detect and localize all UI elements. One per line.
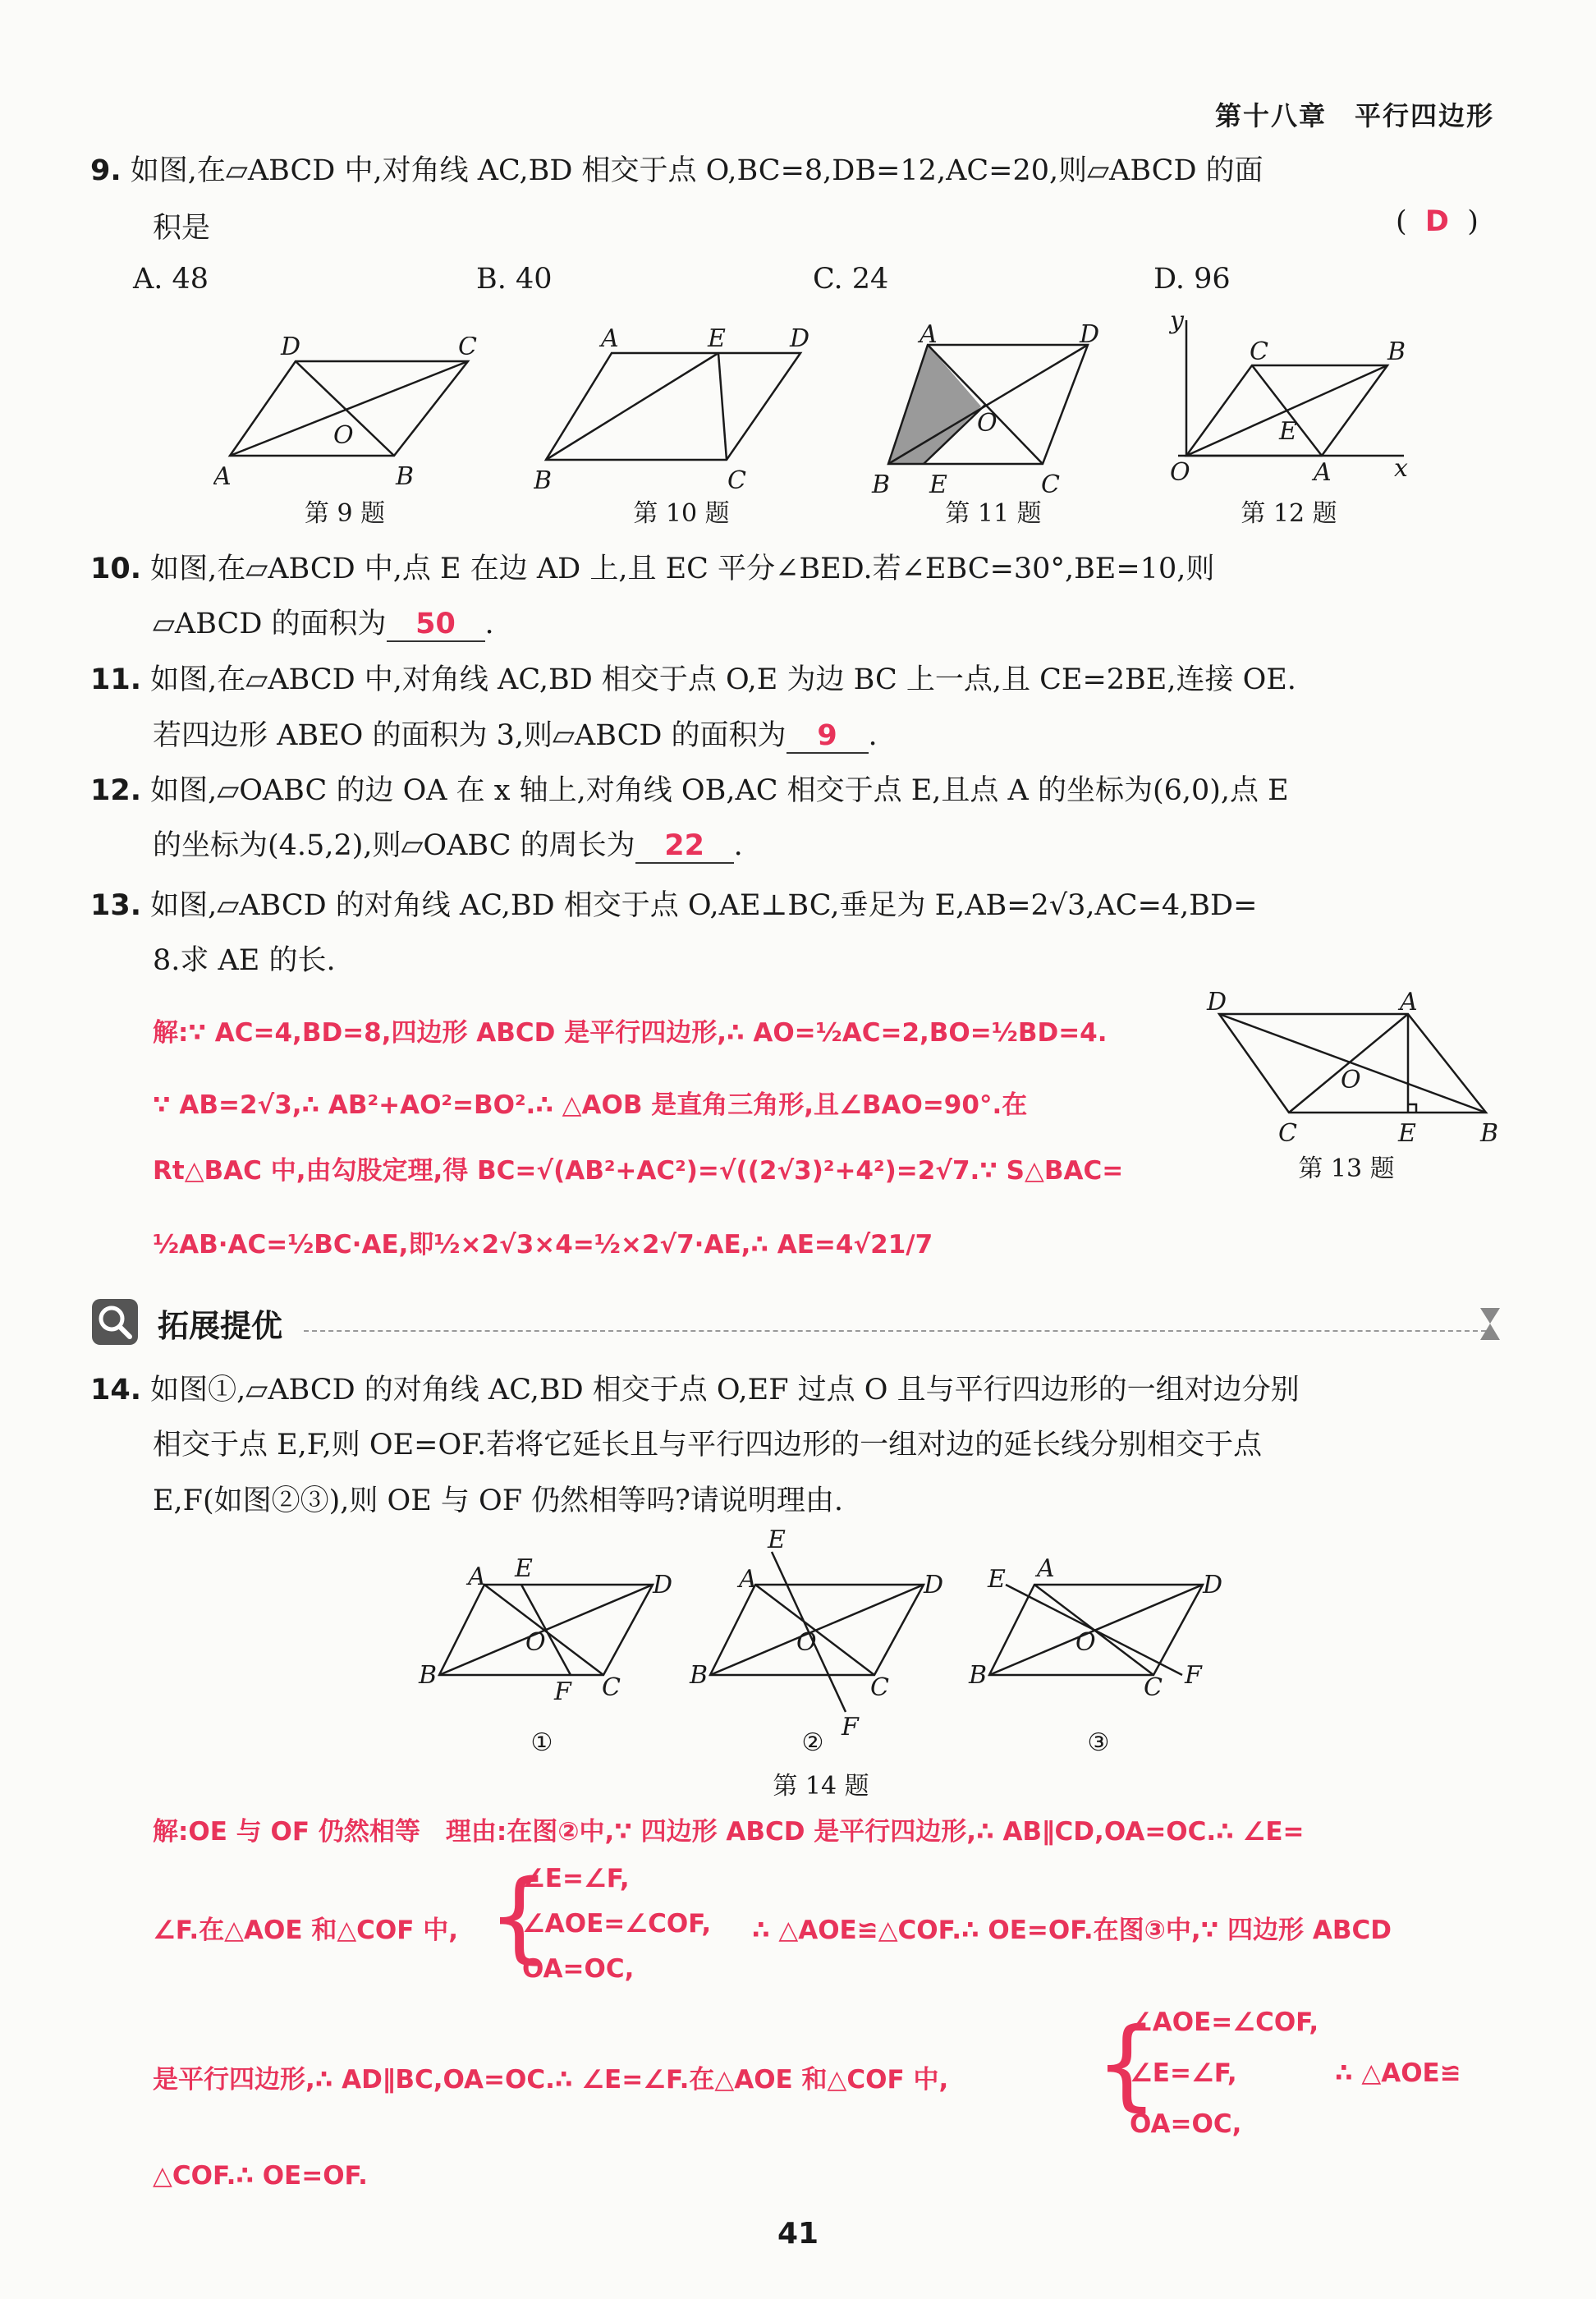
svg-text:E: E	[1398, 1119, 1416, 1148]
svg-text:O: O	[1170, 458, 1190, 487]
caption-fig13: 第 13 题	[1298, 1154, 1395, 1183]
svg-text:F: F	[842, 1713, 859, 1737]
q14-line2: 相交于点 E,F,则 OE=OF.若将它延长且与平行四边形的一组对边的延长线分别相交于点	[153, 1429, 1263, 1462]
svg-text:B: B	[969, 1661, 988, 1690]
figure-9	[213, 337, 493, 501]
q14-sol2-lead: ∠F.在△AOE 和△COF 中,	[153, 1916, 459, 1945]
q9-option-a: A. 48	[133, 263, 209, 296]
q14-text: 如图①,▱ABCD 的对角线 AC,BD 相交于点 O,EF 过点 O 且与平行四边形的一组对边分别	[150, 1374, 1300, 1406]
q12-text2: 的坐标为(4.5,2),则▱OABC 的周长为	[153, 829, 635, 862]
brace-2: {	[1095, 2008, 1158, 2122]
svg-text:O: O	[977, 409, 998, 438]
q13-line2: 8.求 AE 的长.	[153, 944, 336, 977]
svg-text:B: B	[419, 1661, 438, 1690]
svg-text:y: y	[1170, 312, 1184, 335]
q12-line1	[90, 768, 1289, 809]
q9-line1	[90, 148, 1264, 189]
q9-text: 如图,在▱ABCD 中,对角线 AC,BD 相交于点 O,BC=8,DB=12,AC=20,则▱ABCD 的面	[130, 154, 1264, 187]
q14-sol3-tail: ∴ △AOE≌	[1335, 2058, 1461, 2088]
figure-12	[1158, 312, 1420, 493]
svg-text:B: B	[690, 1661, 709, 1690]
q13-solution-4: ½AB·AC=½BC·AE,即½×2√3×4=½×2√7·AE,∴ AE=4√21/7	[153, 1230, 933, 1260]
q11-line1	[90, 657, 1296, 698]
svg-text:A: A	[920, 324, 938, 349]
svg-text:B: B	[396, 462, 415, 491]
q9-option-d: D. 96	[1153, 263, 1231, 296]
q10-number: 10.	[90, 553, 142, 585]
svg-text:A: A	[739, 1565, 757, 1594]
q13-line1	[90, 883, 1257, 924]
svg-text:D: D	[1203, 1571, 1223, 1599]
svg-text:B: B	[1387, 337, 1406, 366]
svg-text:O: O	[1341, 1066, 1361, 1094]
svg-text:F: F	[1185, 1661, 1202, 1690]
svg-text:C: C	[1144, 1673, 1163, 1702]
q13-text: 如图,▱ABCD 的对角线 AC,BD 相交于点 O,AE⊥BC,垂足为 E,AB=2√3,AC=4,BD=	[150, 889, 1258, 922]
svg-text:E: E	[1279, 417, 1297, 446]
svg-text:B: B	[872, 470, 891, 499]
q14-sol2-tail: ∴ △AOE≌△COF.∴ OE=OF.在图③中,∵ 四边形 ABCD	[752, 1916, 1392, 1945]
q14-line1	[90, 1367, 1300, 1408]
svg-text:A: A	[1400, 988, 1418, 1016]
svg-text:O: O	[796, 1628, 817, 1657]
q10-line2	[153, 601, 494, 642]
system2-eq1: ∠AOE=∠COF,	[1130, 2008, 1319, 2037]
fig14-label-2: ②	[801, 1728, 824, 1757]
caption-fig9: 第 9 题	[304, 499, 386, 528]
caption-fig11: 第 11 题	[945, 499, 1042, 528]
q14-number: 14.	[90, 1374, 142, 1406]
q13-number: 13.	[90, 889, 142, 922]
svg-text:C: C	[727, 466, 746, 495]
svg-text:D: D	[1207, 988, 1227, 1016]
q9-line2: 积是	[153, 212, 211, 245]
q14-solution-1: 解:OE 与 OF 仍然相等 理由:在图②中,∵ 四边形 ABCD 是平行四边形,∴ AB∥CD,OA=OC.∴ ∠E=	[153, 1817, 1305, 1847]
fig14-label-3: ③	[1087, 1728, 1110, 1757]
q12-answer: 22	[635, 829, 734, 864]
svg-text:A: A	[1037, 1556, 1055, 1583]
svg-text:E: E	[515, 1556, 533, 1583]
q9-option-c: C. 24	[813, 263, 889, 296]
svg-text:C: C	[458, 337, 477, 361]
svg-text:E: E	[708, 328, 726, 353]
brace-1: {	[488, 1860, 551, 1974]
svg-text:D: D	[790, 328, 810, 353]
q12-line2	[153, 823, 743, 864]
svg-text:A: A	[601, 328, 619, 353]
svg-text:B: B	[534, 466, 553, 495]
figure-11	[870, 324, 1117, 501]
svg-text:D: D	[281, 337, 301, 361]
hourglass-icon	[1478, 1306, 1502, 1342]
svg-text:A: A	[213, 462, 232, 491]
q11-number: 11.	[90, 663, 142, 696]
system2-eq2: ∠E=∠F,	[1130, 2058, 1237, 2088]
q11-period: .	[868, 719, 878, 752]
section-header	[90, 1297, 1502, 1347]
q13-solution-2: ∵ AB=2√3,∴ AB²+AO²=BO².∴ △AOB 是直角三角形,且∠BAO=90°.在	[153, 1090, 1028, 1120]
svg-text:A: A	[468, 1562, 486, 1591]
q9-answer-paren	[1396, 205, 1479, 238]
system1-eq1: ∠E=∠F,	[522, 1864, 630, 1893]
q12-period: .	[733, 829, 743, 862]
svg-text:C: C	[870, 1673, 889, 1702]
svg-text:C: C	[602, 1673, 621, 1702]
paren-open: (	[1396, 205, 1407, 238]
system1-eq3: OA=OC,	[522, 1954, 635, 1984]
svg-text:O: O	[1075, 1628, 1096, 1657]
q11-text2: 若四边形 ABEO 的面积为 3,则▱ABCD 的面积为	[153, 719, 787, 752]
q9-answer: D	[1424, 205, 1449, 238]
svg-text:D: D	[1080, 324, 1100, 349]
svg-text:B: B	[1480, 1119, 1499, 1148]
svg-text:D: D	[653, 1571, 673, 1599]
q13-solution-3: Rt△BAC 中,由勾股定理,得 BC=√(AB²+AC²)=√((2√3)²+4²)=2√7.∵ S△BAC=	[153, 1156, 1124, 1186]
svg-text:E: E	[929, 470, 947, 499]
chapter-header: 第十八章 平行四边形	[1214, 100, 1494, 131]
q10-line1	[90, 546, 1214, 587]
q9-option-b: B. 40	[476, 263, 553, 296]
paren-close: )	[1467, 205, 1479, 238]
q11-answer: 9	[787, 719, 869, 754]
q12-text: 如图,▱OABC 的边 OA 在 x 轴上,对角线 OB,AC 相交于点 E,且点 A 的坐标为(6,0),点 E	[150, 774, 1289, 807]
q10-text2: ▱ABCD 的面积为	[153, 608, 387, 640]
figure-13	[1203, 985, 1507, 1150]
svg-text:F: F	[554, 1677, 571, 1706]
figure-14-2	[686, 1523, 948, 1737]
svg-text:O: O	[525, 1628, 546, 1657]
svg-text:E: E	[988, 1565, 1006, 1594]
q10-answer: 50	[387, 608, 485, 642]
q10-period: .	[484, 608, 494, 640]
svg-text:O: O	[333, 421, 354, 450]
figure-10	[534, 328, 813, 501]
system2-eq3: OA=OC,	[1130, 2109, 1242, 2139]
q14-solution-4: △COF.∴ OE=OF.	[153, 2161, 368, 2191]
q11-text: 如图,在▱ABCD 中,对角线 AC,BD 相交于点 O,E 为边 BC 上一点,且 CE=2BE,连接 OE.	[150, 663, 1296, 696]
svg-text:E: E	[768, 1526, 786, 1554]
caption-fig10: 第 10 题	[633, 499, 730, 528]
svg-text:x: x	[1394, 454, 1408, 483]
svg-text:C: C	[1278, 1119, 1297, 1148]
svg-text:D: D	[924, 1571, 944, 1599]
caption-fig12: 第 12 题	[1241, 499, 1337, 528]
system1-eq2: ∠AOE=∠COF,	[522, 1909, 712, 1939]
q12-number: 12.	[90, 774, 142, 807]
figure-14-1	[415, 1556, 686, 1712]
page-number: 41	[777, 2217, 819, 2251]
caption-fig14: 第 14 题	[773, 1772, 869, 1801]
q13-solution-1: 解:∵ AC=4,BD=8,四边形 ABCD 是平行四边形,∴ AO=½AC=2,BO=½BD=4.	[153, 1018, 1108, 1048]
q10-text: 如图,在▱ABCD 中,点 E 在边 AD 上,且 EC 平分∠BED.若∠EBC=30°,BE=10,则	[150, 553, 1215, 585]
section-divider	[304, 1330, 1486, 1332]
svg-text:C: C	[1250, 337, 1268, 366]
section-title: 拓展提优	[158, 1308, 283, 1344]
q14-sol3-lead: 是平行四边形,∴ AD∥BC,OA=OC.∴ ∠E=∠F.在△AOE 和△COF 中,	[153, 2065, 949, 2095]
figure-14-3	[965, 1556, 1236, 1712]
fig14-label-1: ①	[530, 1728, 553, 1757]
magnifier-icon	[90, 1297, 140, 1347]
svg-text:C: C	[1041, 470, 1060, 499]
q9-number: 9.	[90, 154, 122, 187]
q14-line3: E,F(如图②③),则 OE 与 OF 仍然相等吗?请说明理由.	[153, 1484, 844, 1517]
q11-line2	[153, 713, 878, 754]
svg-text:A: A	[1314, 458, 1332, 487]
